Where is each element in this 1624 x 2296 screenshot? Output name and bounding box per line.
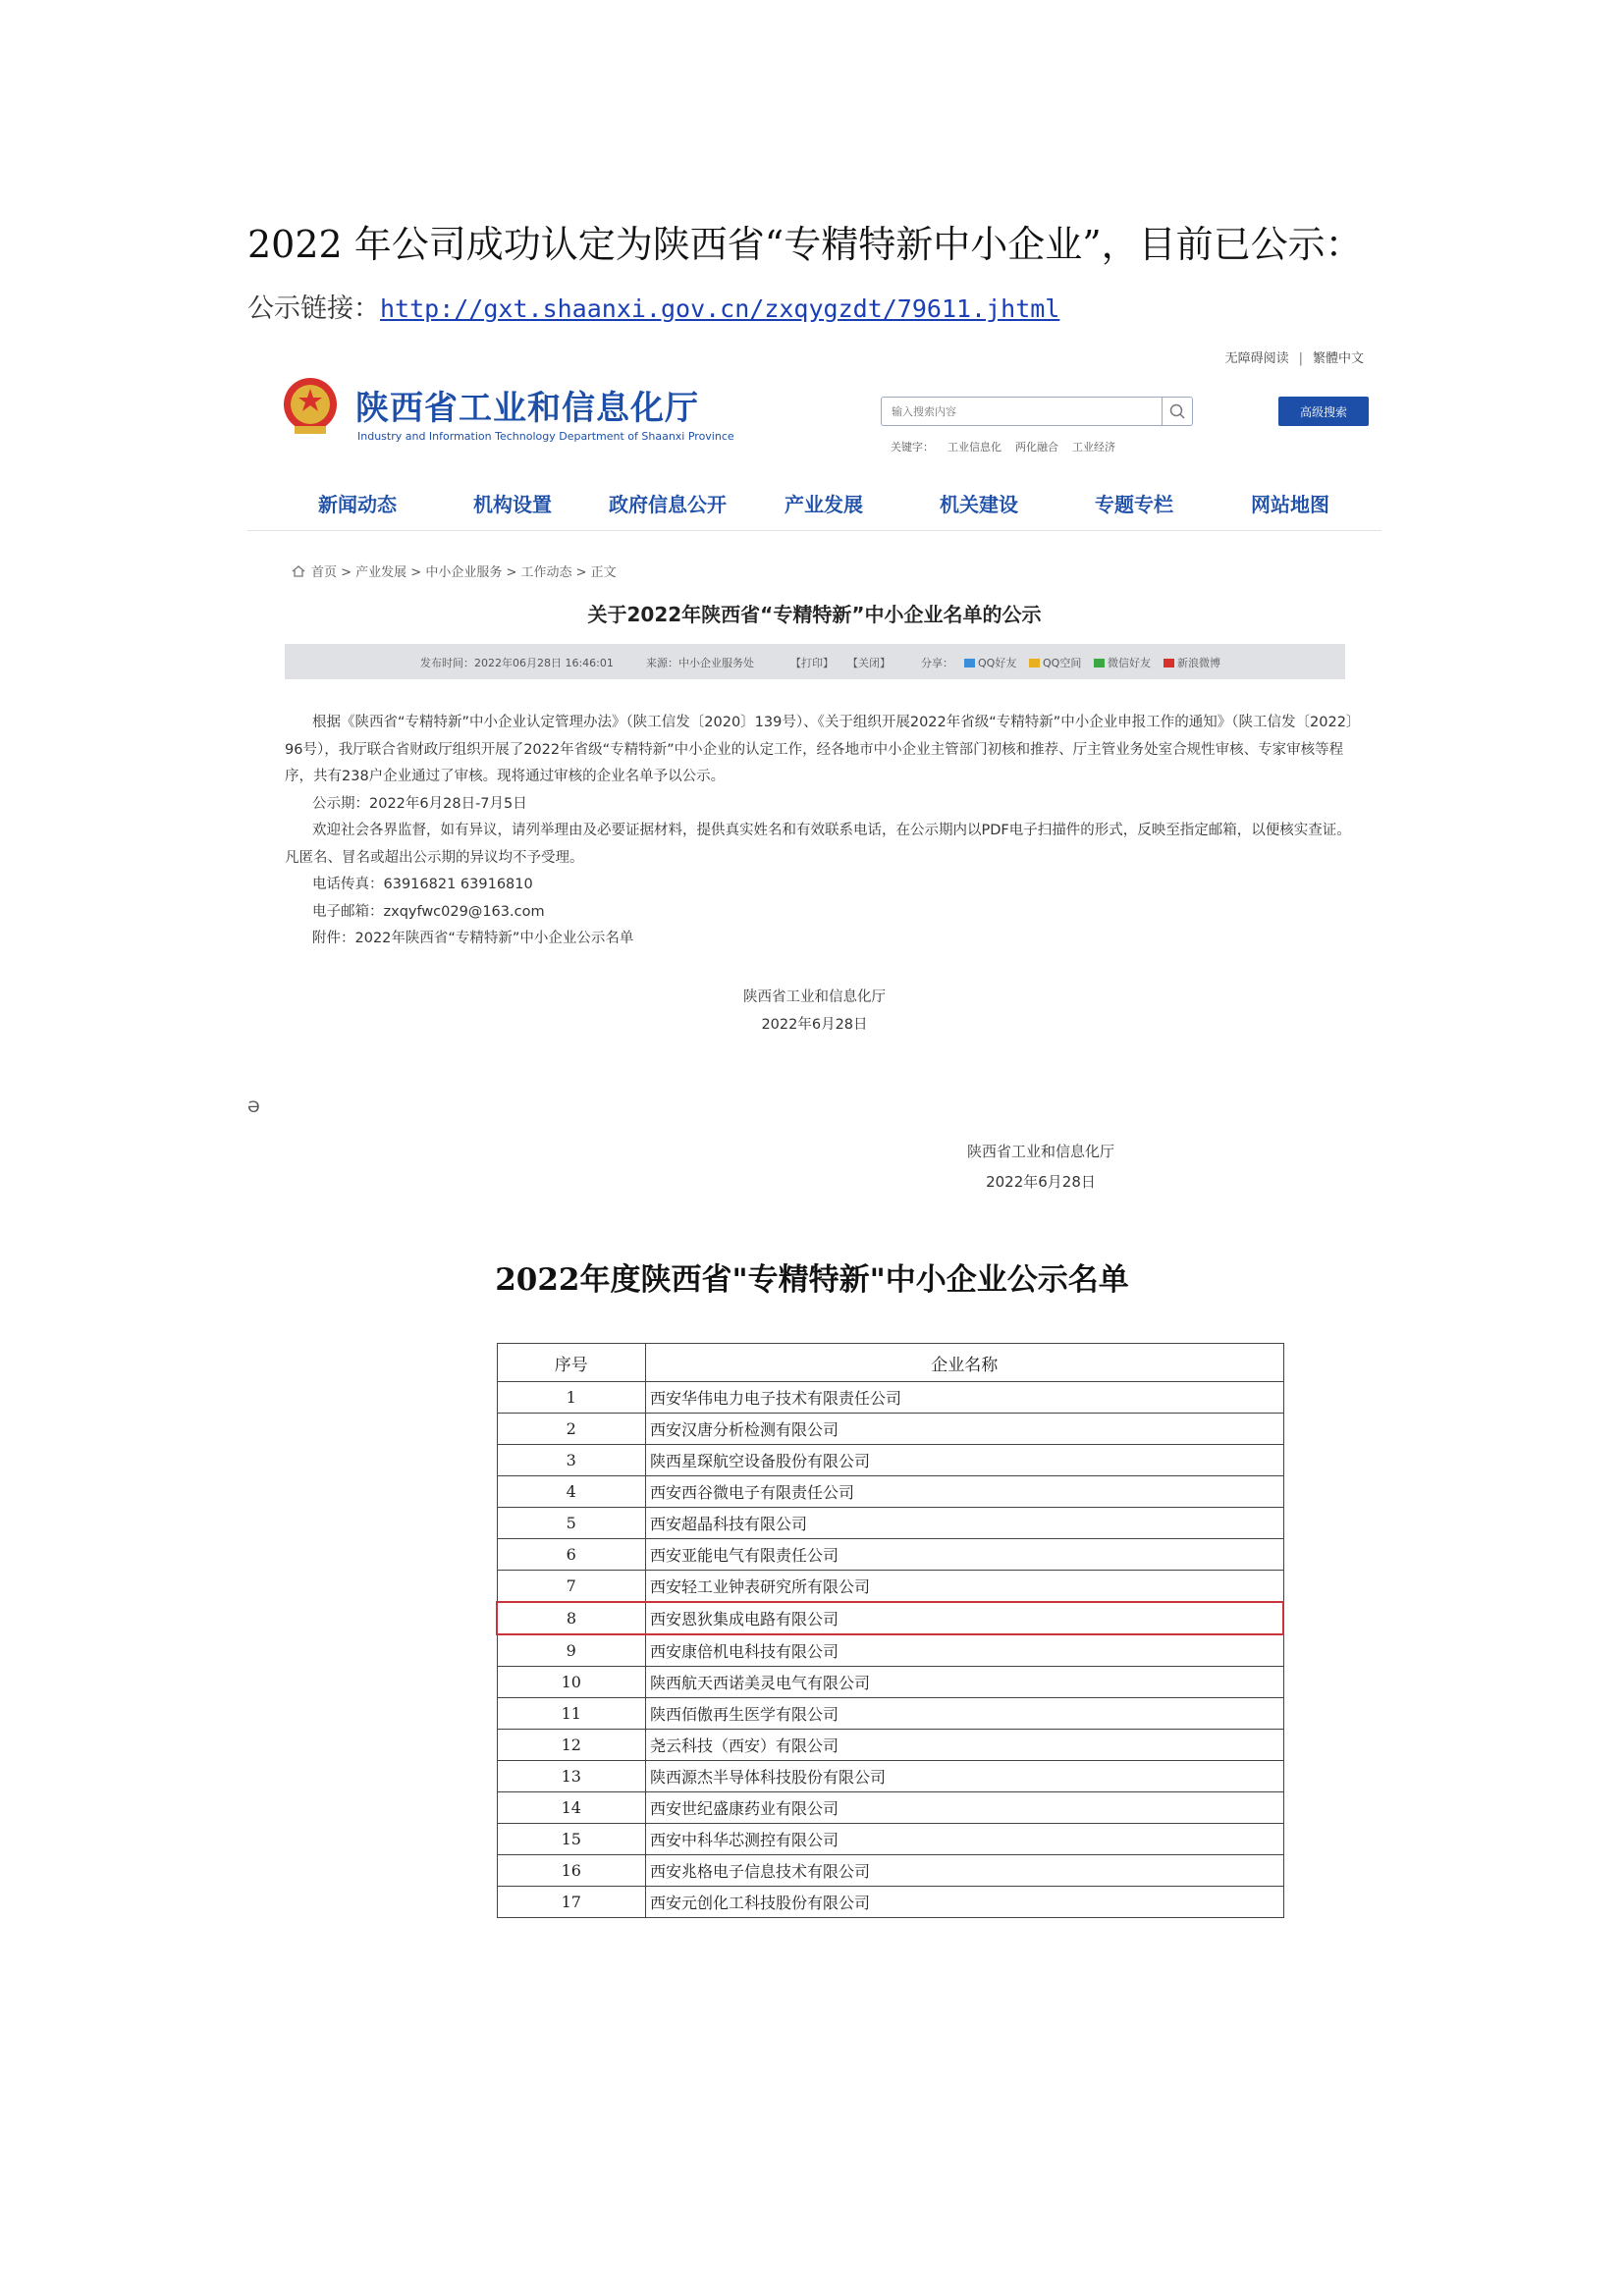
- search-input[interactable]: [882, 398, 1159, 425]
- keyword-link[interactable]: 两化融合: [1015, 441, 1058, 454]
- header-name: 企业名称: [646, 1344, 1284, 1382]
- site-title: 陕西省工业和信息化厅: [355, 389, 699, 428]
- company-name: 西安恩狄集成电路有限公司: [646, 1602, 1284, 1634]
- company-name: 西安康倍机电科技有限公司: [646, 1634, 1284, 1667]
- row-number: 3: [497, 1445, 646, 1476]
- company-name: 西安兆格电子信息技术有限公司: [646, 1855, 1284, 1887]
- row-number: 13: [497, 1761, 646, 1792]
- top-links: 无障碍阅读 | 繁體中文: [1224, 351, 1364, 366]
- table-row: [497, 1508, 1283, 1539]
- row-number: 7: [497, 1571, 646, 1603]
- breadcrumb: [292, 561, 617, 580]
- table-row: [497, 1571, 1283, 1603]
- row-number: 4: [497, 1476, 646, 1508]
- company-name: 尧云科技（西安）有限公司: [646, 1730, 1284, 1761]
- table-row: [497, 1445, 1283, 1476]
- row-number: 12: [497, 1730, 646, 1761]
- qzone-icon: [1029, 659, 1040, 667]
- keywords-label: 关键字：: [891, 441, 934, 454]
- table-row: [497, 1698, 1283, 1730]
- company-name: 西安轻工业钟表研究所有限公司: [646, 1571, 1284, 1603]
- company-name: 陕西源杰半导体科技股份有限公司: [646, 1761, 1284, 1792]
- share-label: 分享：: [921, 657, 953, 669]
- article-meta-bar: [285, 644, 1345, 679]
- website-screenshot: [247, 344, 1381, 1050]
- row-number: 17: [497, 1887, 646, 1918]
- company-name: 西安华伟电力电子技术有限责任公司: [646, 1382, 1284, 1414]
- table-row: [497, 1855, 1283, 1887]
- table-row: [497, 1539, 1283, 1571]
- document-heading: 2022 年公司成功认定为陕西省“专精特新中小企业”，目前已公示：: [247, 223, 1363, 266]
- share-qzone[interactable]: QQ空间: [1029, 655, 1081, 670]
- search-box: [881, 397, 1193, 426]
- body-paragraph: 电子邮箱：zxqyfwc029@163.com: [312, 903, 545, 920]
- nav-item-sitemap[interactable]: 网站地图: [1251, 493, 1329, 516]
- body-paragraph: 电话传真：63916821 63916810: [312, 877, 533, 892]
- signature-org: 陕西省工业和信息化厅: [743, 989, 886, 1005]
- company-name: 西安中科华芯测控有限公司: [646, 1824, 1284, 1855]
- table-row: [497, 1414, 1283, 1445]
- table-row: [497, 1887, 1283, 1918]
- row-number: 9: [497, 1634, 646, 1667]
- table-row: [497, 1761, 1283, 1792]
- table-header-row: [497, 1344, 1283, 1382]
- row-number: 11: [497, 1698, 646, 1730]
- home-icon: [292, 565, 305, 577]
- close-link[interactable]: 【关闭】: [847, 657, 891, 669]
- traditional-chinese-link[interactable]: 繁體中文: [1312, 351, 1364, 366]
- share-qq-friend[interactable]: QQ好友: [964, 655, 1016, 670]
- publish-time: 发布时间：2022年06月28日 16:46:01: [420, 657, 614, 669]
- nav-item-gov-info[interactable]: 政府信息公开: [609, 493, 727, 516]
- table-row: [497, 1824, 1283, 1855]
- table-row: [497, 1476, 1283, 1508]
- source: 来源：中小企业服务处: [646, 657, 754, 669]
- table-row: [497, 1602, 1283, 1634]
- row-number: 6: [497, 1539, 646, 1571]
- row-number: 14: [497, 1792, 646, 1824]
- search-icon[interactable]: [1162, 398, 1192, 425]
- company-name: 西安汉唐分析检测有限公司: [646, 1414, 1284, 1445]
- company-name: 西安世纪盛康药业有限公司: [646, 1792, 1284, 1824]
- company-name: 陕西佰傲再生医学有限公司: [646, 1698, 1284, 1730]
- row-number: 10: [497, 1667, 646, 1698]
- link-line: [247, 287, 1059, 325]
- company-name: 西安亚能电气有限责任公司: [646, 1539, 1284, 1571]
- article-body: [285, 710, 1355, 953]
- share-wechat[interactable]: 微信好友: [1094, 655, 1151, 670]
- company-name: 西安元创化工科技股份有限公司: [646, 1887, 1284, 1918]
- company-name: 西安西谷微电子有限责任公司: [646, 1476, 1284, 1508]
- site-subtitle: Industry and Information Technology Department of Shaanxi Province: [357, 430, 734, 443]
- link-label: 公示链接：: [247, 294, 380, 324]
- nav-item-party[interactable]: 机关建设: [940, 493, 1018, 516]
- advanced-search-button[interactable]: 高级搜索: [1278, 397, 1369, 426]
- row-number: 16: [497, 1855, 646, 1887]
- row-number: 5: [497, 1508, 646, 1539]
- wechat-icon: [1094, 659, 1105, 667]
- company-name: 陕西星琛航空设备股份有限公司: [646, 1445, 1284, 1476]
- keywords: [891, 439, 1129, 454]
- table-row: [497, 1382, 1283, 1414]
- body-paragraph: 欢迎社会各界监督，如有异议，请列举理由及必要证据材料，提供真实姓名和有效联系电话，在公示期内以PDF电子扫描件的形式，反映至指定邮箱，以便核实查证。凡匿名、冒名或超出公示期的异议均不予受理。: [285, 823, 1351, 866]
- signature2-org: 陕西省工业和信息化厅: [966, 1143, 1114, 1160]
- table-row: [497, 1792, 1283, 1824]
- nav-item-news[interactable]: 新闻动态: [318, 493, 397, 516]
- row-number: 15: [497, 1824, 646, 1855]
- nav-item-topics[interactable]: 专题专栏: [1095, 493, 1173, 516]
- nav-item-organization[interactable]: 机构设置: [473, 493, 552, 516]
- signature2-date: 2022年6月28日: [986, 1173, 1096, 1191]
- table-row: [497, 1730, 1283, 1761]
- body-paragraph: 根据《陕西省“专精特新”中小企业认定管理办法》（陕工信发〔2020〕139号）、《关于组织开展2022年省级“专精特新”中小企业申报工作的通知》（陕工信发〔2022〕96号），我厅联合省财政厅组织开展了2022年省级“专精特新”中小企业的认定工作，经各地市中小企业主管部门初核和推荐、厅主管业务处室合规性审核、专家审核等程序，共有238户企业通过了审核。现将通过审核的企业名单予以公示。: [285, 715, 1354, 784]
- table-row: [497, 1634, 1283, 1667]
- nav-item-industry[interactable]: 产业发展: [785, 493, 863, 516]
- article-title: 关于2022年陕西省“专精特新”中小企业名单的公示: [587, 603, 1042, 626]
- edge-mark: Ə: [247, 1097, 260, 1116]
- company-name: 陕西航天西诺美灵电气有限公司: [646, 1667, 1284, 1698]
- keyword-link[interactable]: 工业经济: [1072, 441, 1115, 454]
- signature-date: 2022年6月28日: [761, 1017, 868, 1033]
- body-paragraph: 公示期：2022年6月28日-7月5日: [312, 795, 527, 812]
- table-row: [497, 1667, 1283, 1698]
- breadcrumb-text: 首页 > 产业发展 > 中小企业服务 > 工作动态 > 正文: [311, 565, 617, 580]
- row-number: 2: [497, 1414, 646, 1445]
- list-title: 2022年度陕西省"专精特新"中小企业公示名单: [495, 1262, 1129, 1298]
- accessibility-link[interactable]: 无障碍阅读: [1224, 351, 1289, 366]
- qq-icon: [964, 659, 975, 667]
- row-number: 8: [497, 1602, 646, 1634]
- attachment-link[interactable]: 附件：2022年陕西省“专精特新”中小企业公示名单: [312, 931, 634, 946]
- row-number: 1: [497, 1382, 646, 1414]
- print-link[interactable]: 【打印】: [790, 657, 834, 669]
- keyword-link[interactable]: 工业信息化: [947, 441, 1001, 454]
- weibo-icon: [1164, 659, 1174, 667]
- main-nav: [247, 481, 1381, 531]
- share-weibo[interactable]: 新浪微博: [1164, 655, 1220, 670]
- company-name: 西安超晶科技有限公司: [646, 1508, 1284, 1539]
- announcement-link[interactable]: http://gxt.shaanxi.gov.cn/zxqygzdt/79611.jhtml: [380, 294, 1060, 323]
- company-list-table: [496, 1343, 1284, 1918]
- national-emblem-icon: [279, 375, 342, 438]
- header-no: 序号: [497, 1344, 646, 1382]
